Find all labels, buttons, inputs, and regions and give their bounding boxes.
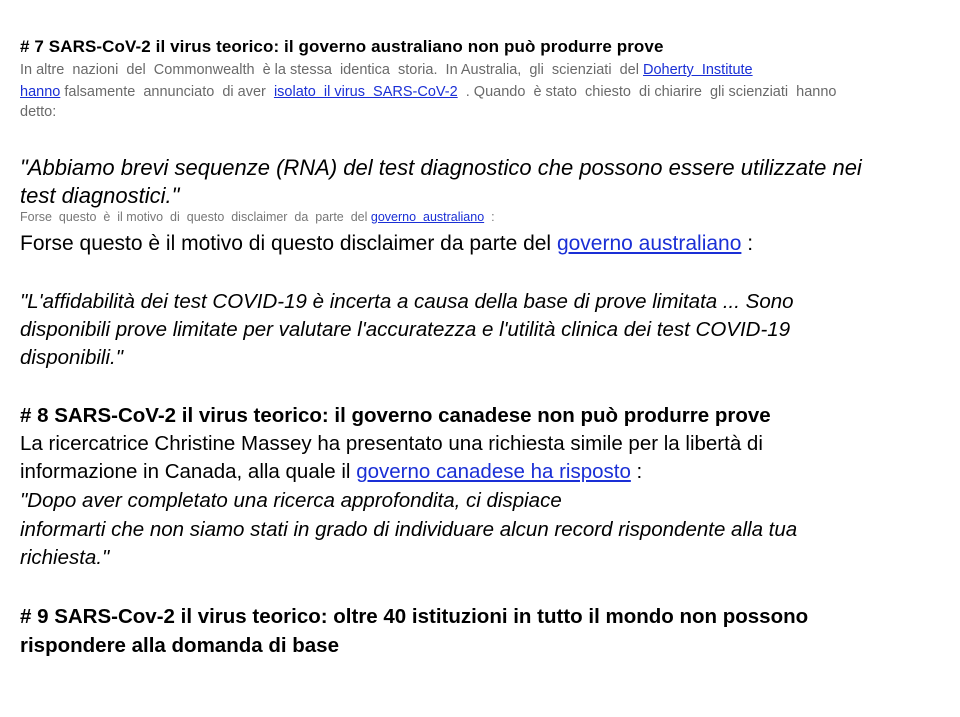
quote-3-line-2: informarti che non siamo stati in grado di individuare alcun record rispondente alla tua <box>20 518 798 541</box>
disclaimer-small-text: Forse questo è il motivo di questo disclaimer da parte del <box>20 210 371 224</box>
section-7-paragraph-line-2 <box>20 84 837 100</box>
doherty-institute-link[interactable]: Doherty Institute <box>643 62 753 78</box>
section-8-text: informazione in Canada, alla quale il <box>20 460 357 483</box>
quote-1-line-1: "Abbiamo brevi sequenze (RNA) del test diagnostico che possono essere utilizzate nei <box>20 155 862 180</box>
disclaimer-tail: : <box>741 232 754 255</box>
section-7-text: In altre nazioni del Commonwealth è la stessa identica storia. In Australia, gli scienziati del <box>20 62 643 78</box>
section-7-text: falsamente annunciato di aver <box>60 84 274 100</box>
disclaimer-line <box>20 232 753 256</box>
section-7-paragraph-line-1 <box>20 62 753 78</box>
disclaimer-small-line <box>20 210 495 224</box>
quote-2-line-2: disponibili prove limitate per valutare l'accuratezza e l'utilità clinica dei test COVID-19 <box>20 318 791 341</box>
hanno-link[interactable]: hanno <box>20 84 61 100</box>
section-9-heading-line-2: rispondere alla domanda di base <box>20 634 339 657</box>
section-8-tail: : <box>630 460 643 483</box>
disclaimer-text: Forse questo è il motivo di questo disclaimer da parte del <box>20 232 557 255</box>
section-8-line-1: La ricercatrice Christine Massey ha presentato una richiesta simile per la libertà di <box>20 432 763 455</box>
section-7-heading: # 7 SARS-CoV-2 il virus teorico: il governo australiano non può produrre prove <box>20 37 664 56</box>
quote-3-line-3: richiesta." <box>20 546 110 569</box>
quote-2-line-1: "L'affidabilità dei test COVID-19 è incerta a causa della base di prove limitata ... Sono <box>20 290 794 313</box>
disclaimer-small-tail: : <box>484 210 495 224</box>
quote-1-line-2: test diagnostici." <box>20 183 180 208</box>
governo-australiano-link[interactable]: governo australiano <box>556 232 742 255</box>
isolato-virus-link[interactable]: isolato il virus SARS-CoV-2 <box>273 84 458 100</box>
section-9-heading-line-1: # 9 SARS-Cov-2 il virus teorico: oltre 40 istituzioni in tutto il mondo non possono <box>20 605 809 628</box>
quote-2-line-3: disponibili." <box>20 346 124 369</box>
governo-australiano-small-link[interactable]: governo australiano <box>370 210 485 224</box>
section-7-paragraph-line-3: detto: <box>20 104 57 120</box>
section-8-heading: # 8 SARS-CoV-2 il virus teorico: il governo canadese non può produrre prove <box>20 404 771 427</box>
section-7-text: . Quando è stato chiesto di chiarire gli scienziati hanno <box>457 84 837 100</box>
governo-canadese-link[interactable]: governo canadese ha risposto <box>356 460 631 483</box>
quote-3-line-1: "Dopo aver completato una ricerca approfondita, ci dispiace <box>20 489 562 512</box>
section-8-line-2 <box>20 460 642 484</box>
